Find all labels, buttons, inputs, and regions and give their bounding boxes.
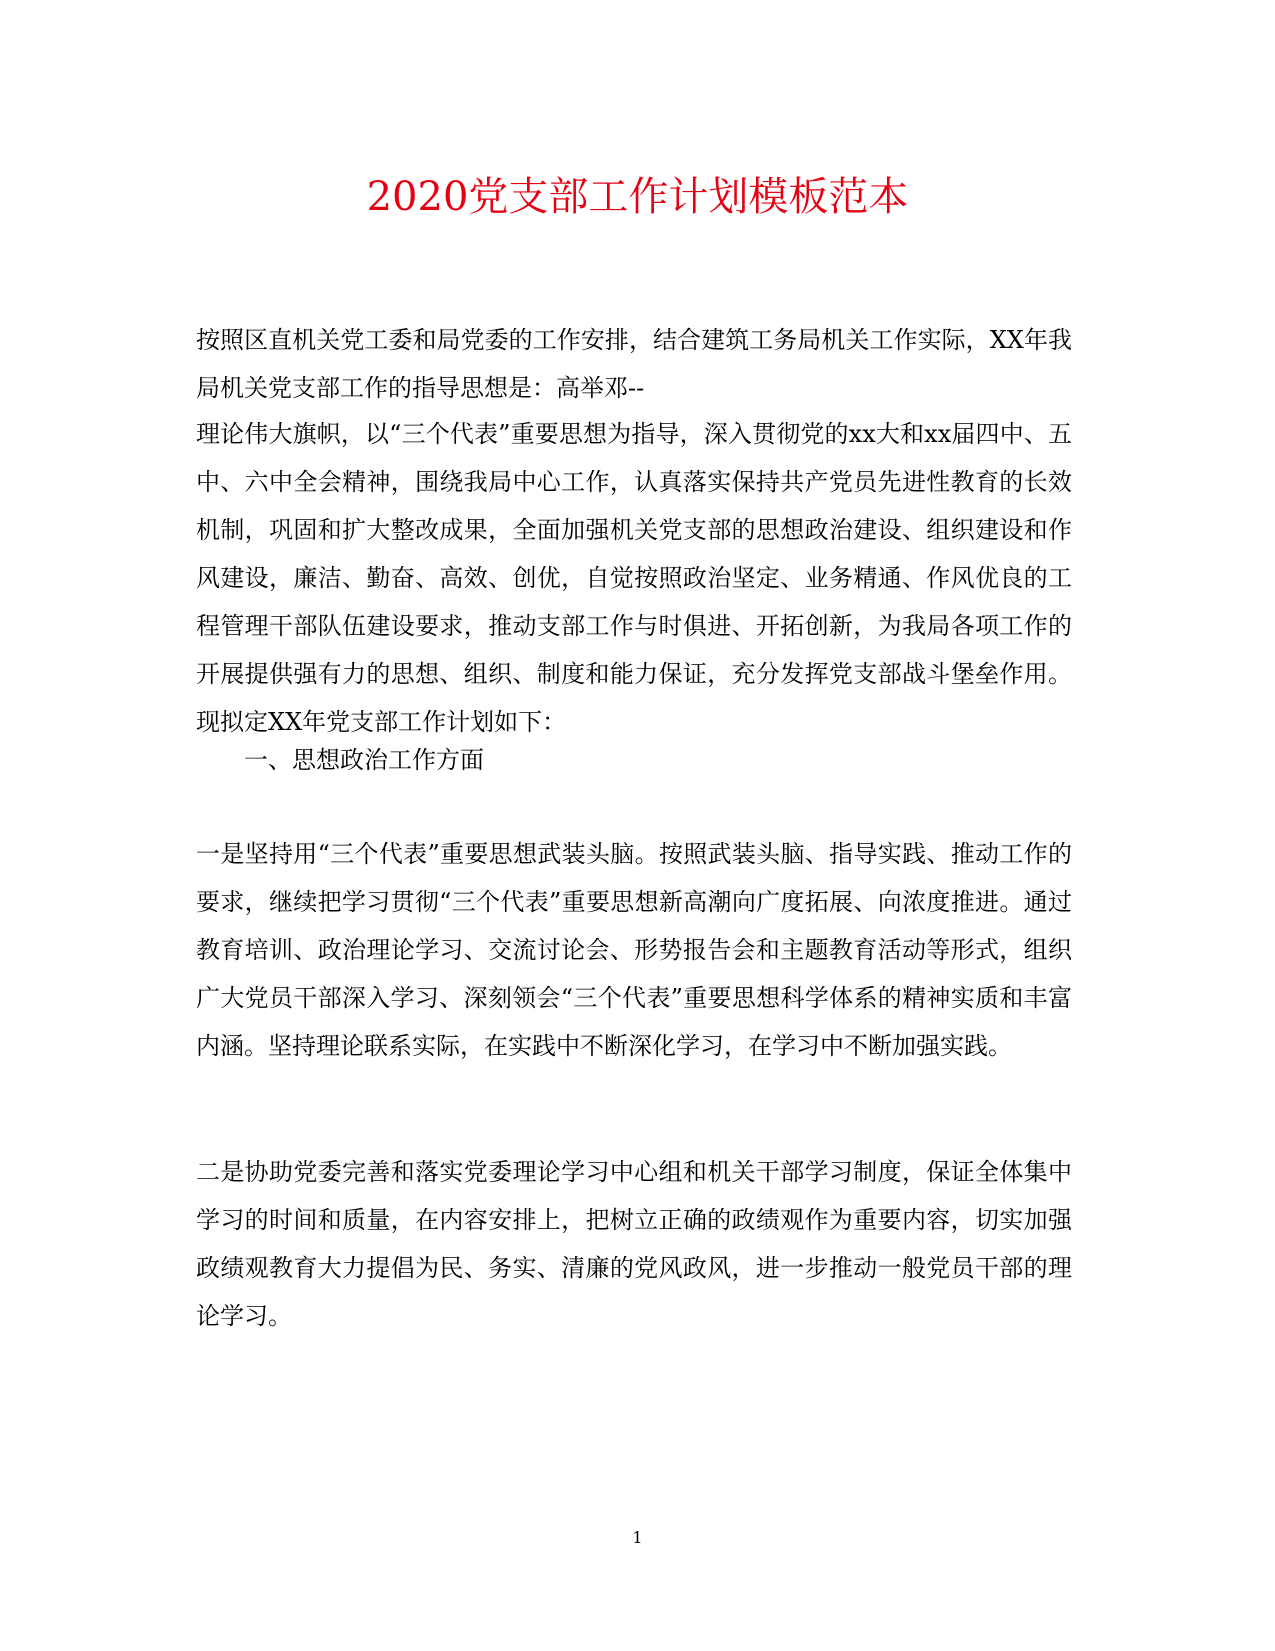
document-title: 2020党支部工作计划模板范本 [366,174,909,220]
section-paragraph-1: 一是坚持用“三个代表”重要思想武装头脑。按照武装头脑、指导实践、推动工作的要求，继续把学习贯彻“三个代表”重要思想新高潮向广度拓展、向浓度推进。通过教育培训、政治理论学习、交流讨论会、形势报告会和主题教育活动等形式，组织广大党员干部深入学习、深刻领会“三个代表”重要思想科学体系的精神实质和丰富内涵。坚持理论联系实际，在实践中不断深化学习，在学习中不断加强实践。 [196,840,1072,1060]
section-heading: 一、思想政治工作方面 [244,746,484,774]
intro-paragraph: 按照区直机关党工委和局党委的工作安排，结合建筑工务局机关工作实际，XX年我局机关党支部工作的指导思想是：高举邓-- [196,326,1072,402]
guiding-paragraph: 理论伟大旗帜，以“三个代表”重要思想为指导，深入贯彻党的xx大和xx届四中、五中、六中全会精神，围绕我局中心工作，认真落实保持共产党员先进性教育的长效机制，巩固和扩大整改成果，全面加强机关党支部的思想政治建设、组织建设和作风建设，廉洁、勤奋、高效、创优，自觉按照政治坚定、业务精通、作风优良的工程管理干部队伍建设要求，推动支部工作与时俱进、开拓创新，为我局各项工作的开展提供强有力的思想、组织、制度和能力保证，充分发挥党支部战斗堡垒作用。现拟定XX年党支部工作计划如下： [196,420,1072,736]
page-number: 1 [632,1528,643,1547]
section-paragraph-2: 二是协助党委完善和落实党委理论学习中心组和机关干部学习制度，保证全体集中学习的时间和质量，在内容安排上，把树立正确的政绩观作为重要内容，切实加强政绩观教育大力提倡为民、务实、清廉的党风政风，进一步推动一般党员干部的理论学习。 [196,1158,1072,1330]
